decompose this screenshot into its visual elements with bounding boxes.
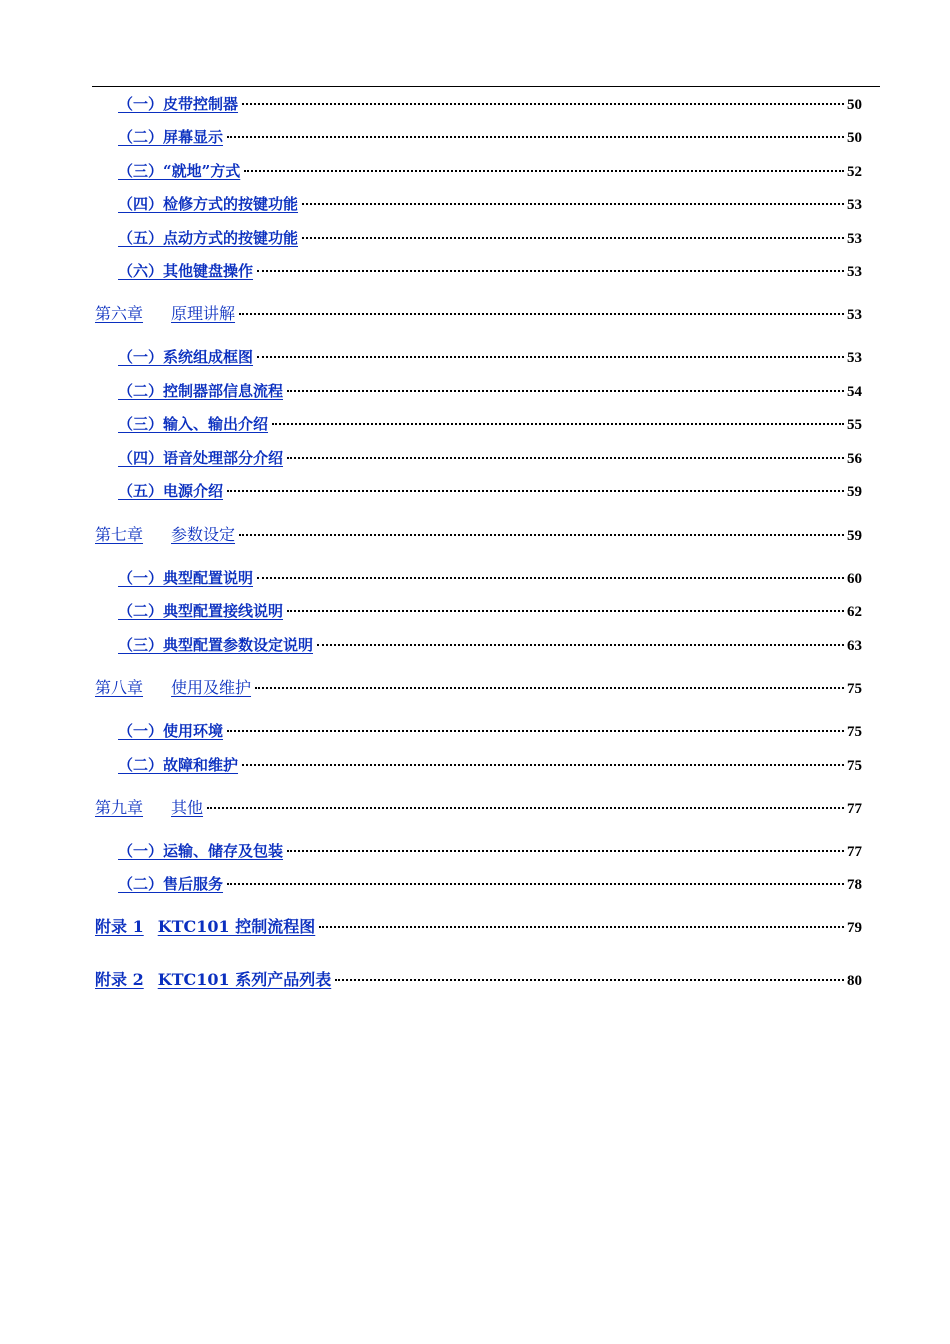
toc-entry-label[interactable]: （二）典型配置接线说明: [118, 602, 284, 620]
dot-leader: [239, 313, 844, 315]
toc-entry-info-flow[interactable]: [118, 380, 862, 402]
toc-page-number: 54: [847, 384, 862, 400]
dot-leader: [227, 730, 844, 732]
toc-entry-maintenance-keys[interactable]: [118, 193, 862, 215]
toc-page-number: 55: [847, 417, 862, 433]
dot-leader: [302, 203, 844, 205]
dot-leader: [302, 237, 844, 239]
dot-leader: [255, 687, 844, 689]
chapter-number: 第九章: [95, 798, 144, 817]
toc-entry-environment[interactable]: [118, 720, 862, 742]
toc-entry-label[interactable]: （一）系统组成框图: [118, 348, 254, 366]
toc-page-number: 56: [847, 451, 862, 467]
dot-leader: [242, 764, 844, 766]
toc-entry-label[interactable]: （三）输入、输出介绍: [118, 415, 269, 433]
toc-entry-belt-controller[interactable]: [118, 93, 862, 115]
toc-page-number: 78: [847, 877, 862, 893]
toc-entry-power-supply[interactable]: [118, 480, 862, 502]
dot-leader: [287, 850, 844, 852]
toc-page-number: 77: [847, 844, 862, 860]
toc-entry-system-diagram[interactable]: [118, 346, 862, 368]
toc-entry-faults-maintenance[interactable]: [118, 754, 862, 776]
toc-page-number: 75: [847, 681, 862, 697]
toc-entry-after-sales[interactable]: [118, 873, 862, 895]
toc-page-number: 50: [847, 97, 862, 113]
toc-page-number: 77: [847, 801, 862, 817]
dot-leader: [227, 883, 844, 885]
header-rule: [92, 86, 880, 87]
toc-appendix-1[interactable]: [95, 916, 862, 938]
toc-page-number: 59: [847, 528, 862, 544]
toc-appendix-2[interactable]: [95, 969, 862, 991]
chapter-title: 使用及维护: [171, 678, 252, 697]
toc-page-number: 79: [847, 920, 862, 936]
toc-page-number: 59: [847, 484, 862, 500]
toc-entry-label[interactable]: （二）售后服务: [118, 875, 224, 893]
toc-entry-transport-storage[interactable]: [118, 840, 862, 862]
toc-entry-label[interactable]: （二）屏幕显示: [118, 128, 224, 146]
toc-page-number: 53: [847, 264, 862, 280]
toc-entry-jog-keys[interactable]: [118, 227, 862, 249]
chapter-title: 参数设定: [171, 525, 236, 544]
dot-leader: [257, 577, 844, 579]
toc-chapter-label[interactable]: [95, 797, 203, 819]
toc-chapter-7[interactable]: [95, 524, 862, 546]
toc-chapter-label[interactable]: [95, 303, 235, 325]
dot-leader: [287, 610, 844, 612]
toc-page-number: 53: [847, 350, 862, 366]
toc-entry-local-mode[interactable]: [118, 160, 862, 182]
dot-leader: [317, 644, 844, 646]
toc-entry-io-intro[interactable]: [118, 413, 862, 435]
appendix-title: KTC101 系列产品列表: [157, 970, 332, 989]
chapter-title: 原理讲解: [171, 304, 236, 323]
toc-page-number: 50: [847, 130, 862, 146]
dot-leader: [239, 534, 844, 536]
dot-leader: [227, 136, 844, 138]
dot-leader: [242, 103, 844, 105]
appendix-prefix: 附录 2: [95, 970, 144, 989]
toc-page-number: 53: [847, 231, 862, 247]
toc-entry-config-wiring[interactable]: [118, 600, 862, 622]
toc-entry-label[interactable]: （三）典型配置参数设定说明: [118, 636, 314, 654]
chapter-number: 第七章: [95, 525, 144, 544]
toc-page-number: 62: [847, 604, 862, 620]
dot-leader: [319, 926, 844, 928]
toc-entry-config-params[interactable]: [118, 634, 862, 656]
toc-entry-voice-processing[interactable]: [118, 447, 862, 469]
dot-leader: [287, 457, 844, 459]
toc-page-number: 75: [847, 758, 862, 774]
toc-chapter-9[interactable]: [95, 797, 862, 819]
toc-page-number: 53: [847, 307, 862, 323]
dot-leader: [335, 979, 844, 981]
dot-leader: [287, 390, 844, 392]
toc-entry-label[interactable]: （一）使用环境: [118, 722, 224, 740]
appendix-prefix: 附录 1: [95, 917, 144, 936]
toc-entry-label[interactable]: （六）其他键盘操作: [118, 262, 254, 280]
chapter-number: 第六章: [95, 304, 144, 323]
toc-entry-label[interactable]: （四）语音处理部分介绍: [118, 449, 284, 467]
toc-chapter-label[interactable]: [95, 524, 235, 546]
dot-leader: [257, 356, 844, 358]
toc-appendix-label[interactable]: [95, 969, 331, 991]
toc-chapter-8[interactable]: [95, 677, 862, 699]
chapter-number: 第八章: [95, 678, 144, 697]
toc-entry-label[interactable]: （一）皮带控制器: [118, 95, 239, 113]
chapter-title: 其他: [171, 798, 204, 817]
toc-entry-label[interactable]: （五）点动方式的按键功能: [118, 229, 299, 247]
toc-page-number: 53: [847, 197, 862, 213]
toc-entry-label[interactable]: （二）控制器部信息流程: [118, 382, 284, 400]
toc-page-number: 75: [847, 724, 862, 740]
toc-entry-label[interactable]: （三）“就地”方式: [118, 162, 241, 180]
dot-leader: [272, 423, 844, 425]
toc-entry-other-keyboard[interactable]: [118, 260, 862, 282]
toc-entry-screen-display[interactable]: [118, 126, 862, 148]
toc-chapter-6[interactable]: [95, 303, 862, 325]
toc-chapter-label[interactable]: [95, 677, 251, 699]
toc-entry-label[interactable]: （五）电源介绍: [118, 482, 224, 500]
toc-entry-label[interactable]: （四）检修方式的按键功能: [118, 195, 299, 213]
toc-entry-typical-config[interactable]: [118, 567, 862, 589]
toc-entry-label[interactable]: （一）典型配置说明: [118, 569, 254, 587]
toc-page-number: 60: [847, 571, 862, 587]
appendix-title: KTC101 控制流程图: [157, 917, 316, 936]
toc-entry-label[interactable]: （一）运输、储存及包装: [118, 842, 284, 860]
dot-leader: [244, 170, 844, 172]
toc-page-number: 52: [847, 164, 862, 180]
dot-leader: [207, 807, 844, 809]
toc-page-number: 63: [847, 638, 862, 654]
toc-page-number: 80: [847, 973, 862, 989]
toc-entry-label[interactable]: （二）故障和维护: [118, 756, 239, 774]
dot-leader: [257, 270, 844, 272]
toc-appendix-label[interactable]: [95, 916, 315, 938]
dot-leader: [227, 490, 844, 492]
